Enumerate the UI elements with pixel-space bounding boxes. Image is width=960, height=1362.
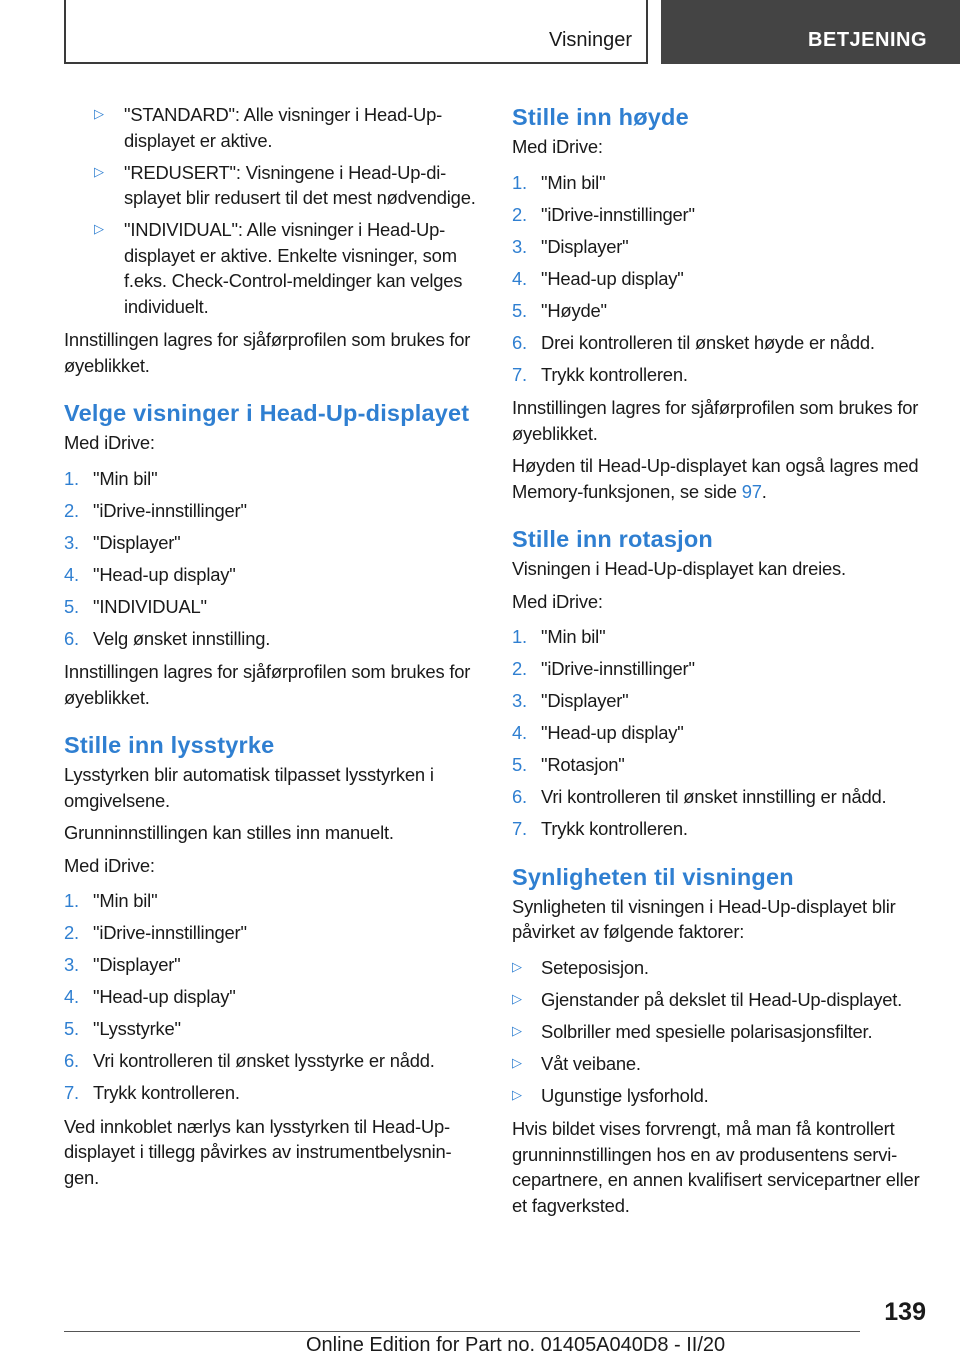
step-number: 7. [512, 818, 527, 839]
idrive-intro: Med iDrive: [64, 432, 155, 453]
list-item: 2. "iDrive-innstillinger" [512, 656, 930, 682]
memory-note: Høyden til Head-Up-displayet kan også lagres med Memory-funksjonen, se side 97. [512, 455, 919, 502]
list-item: ▷ Seteposisjon. [512, 955, 930, 981]
step-number: 4. [64, 986, 79, 1007]
section-heading: Stille inn høyde [512, 104, 689, 130]
header-section-box [64, 0, 648, 64]
triangle-right-icon: ▷ [94, 107, 104, 122]
step-number: 4. [512, 722, 527, 743]
list-item: ▷ "STANDARD": Alle visninger i Head-Up-displayet er aktive. [94, 104, 443, 151]
triangle-right-icon: ▷ [512, 991, 522, 1007]
step-number: 1. [512, 171, 527, 193]
list-item: 3. "Displayer" [512, 234, 930, 260]
list-item: ▷ "REDUSERT": Visningene i Head-Up-displayet blir redusert til det mest nødvendige. [94, 161, 476, 208]
step-number: 5. [512, 299, 527, 321]
paragraph: Ved innkoblet nærlys kan lysstyrken til Head-Up-displayet i tillegg påvirkes av instrumentbelysningen. [64, 1115, 452, 1188]
list-item: 4. "Head-up display" [64, 984, 478, 1010]
list-item: 7. Trykk kontrolleren. [512, 816, 930, 842]
list-item: 6. Velg ønsket innstilling. [64, 626, 478, 652]
step-number: 6. [64, 627, 79, 649]
page-number: 139 [884, 1298, 926, 1326]
step-number: 4. [64, 563, 79, 585]
right-column [512, 102, 930, 1225]
step-number: 3. [64, 954, 79, 975]
triangle-right-icon: ▷ [512, 1087, 522, 1103]
list-item: 3. "Displayer" [512, 688, 930, 714]
step-number: 5. [64, 595, 79, 617]
step-number: 6. [512, 786, 527, 807]
section-heading: Velge visninger i Head-Up-displayet [64, 400, 470, 426]
step-number: 1. [64, 890, 79, 911]
step-number: 6. [512, 331, 527, 353]
list-item: 4. "Head-up display" [64, 562, 478, 588]
step-list [64, 888, 478, 1106]
list-item: 7. Trykk kontrolleren. [512, 362, 930, 388]
list-item: ▷ Solbriller med spesielle polarisasjonsfilter. [512, 1019, 930, 1045]
header-chapter-tab: BETJENING [661, 0, 960, 64]
list-item: 1. "Min bil" [64, 466, 478, 492]
paragraph: Lysstyrken blir automatisk tilpasset lysstyrken i omgivelsene. [64, 764, 434, 811]
step-list [512, 624, 930, 842]
step-number: 2. [64, 922, 79, 943]
profile-note: Innstillingen lagres for sjåførprofilen som brukes for øyeblikket. [64, 329, 471, 376]
paragraph: Hvis bildet vises forvrengt, må man få kontrollert grunninnstillingen hos en av produsentens servicepartnere, en annen kvalifisert servicepartner eller et fagverksted. [512, 1118, 920, 1216]
list-item: 1. "Min bil" [512, 624, 930, 650]
list-item: ▷ "INDIVIDUAL": Alle visninger i Head-Up-displayet er aktive. Enkelte visninger, som f.eks. Check-Control-meldinger kan velges individuelt. [94, 219, 463, 317]
mode-bullet-list [64, 102, 478, 319]
list-item: 1. "Min bil" [64, 888, 478, 914]
list-item: 6. Vri kontrolleren til ønsket lysstyrke er nådd. [64, 1048, 478, 1074]
idrive-intro: Med iDrive: [512, 590, 603, 612]
paragraph: Synligheten til visningen i Head-Up-displayet blir påvirket av følgende faktorer: [512, 895, 896, 942]
triangle-right-icon: ▷ [512, 959, 522, 975]
step-number: 7. [512, 363, 527, 385]
idrive-intro: Med iDrive: [512, 136, 603, 157]
triangle-right-icon: ▷ [94, 222, 104, 237]
list-item: 5. "Lysstyrke" [64, 1016, 478, 1042]
list-item: ▷ Gjenstander på dekslet til Head-Up-displayet. [512, 987, 930, 1013]
list-item: ▷ Våt veibane. [512, 1051, 930, 1077]
step-number: 5. [512, 754, 527, 775]
footer-divider [64, 1331, 860, 1332]
list-item: 6. Vri kontrolleren til ønsket innstilling er nådd. [512, 784, 930, 810]
list-item: ▷ Ugunstige lysforhold. [512, 1083, 930, 1109]
list-item: 4. "Head-up display" [512, 720, 930, 746]
step-number: 2. [512, 203, 527, 225]
list-item: 1. "Min bil" [512, 170, 930, 196]
list-item: 5. "Høyde" [512, 298, 930, 324]
list-item: 2. "iDrive-innstillinger" [64, 920, 478, 946]
list-item: 3. "Displayer" [64, 530, 478, 556]
page-reference-link[interactable]: 97 [741, 480, 762, 502]
paragraph: Visningen i Head-Up-displayet kan dreies. [512, 558, 846, 579]
triangle-right-icon: ▷ [512, 1055, 522, 1071]
footer-edition: Online Edition for Part no. 01405A040D8 - II/20 [306, 1334, 726, 1356]
idrive-intro: Med iDrive: [64, 854, 155, 876]
left-column [64, 102, 478, 1197]
step-number: 6. [64, 1050, 79, 1071]
triangle-right-icon: ▷ [512, 1023, 522, 1039]
step-list [64, 466, 478, 652]
factor-bullet-list [512, 955, 930, 1109]
profile-note: Innstillingen lagres for sjåførprofilen som brukes for øyeblikket. [64, 661, 471, 708]
list-item: 2. "iDrive-innstillinger" [512, 202, 930, 228]
list-item: 5. "Rotasjon" [512, 752, 930, 778]
step-number: 1. [512, 626, 527, 647]
step-number: 4. [512, 267, 527, 289]
list-item: 3. "Displayer" [64, 952, 478, 978]
profile-note: Innstillingen lagres for sjåførprofilen som brukes for øyeblikket. [512, 397, 919, 444]
step-number: 3. [64, 531, 79, 553]
section-heading: Stille inn rotasjon [512, 526, 713, 552]
list-item: 7. Trykk kontrolleren. [64, 1080, 478, 1106]
list-item: 5. "INDIVIDUAL" [64, 594, 478, 620]
step-number: 5. [64, 1018, 79, 1039]
step-list [512, 170, 930, 388]
step-number: 1. [64, 467, 79, 489]
paragraph: Grunninnstillingen kan stilles inn manuelt. [64, 822, 394, 843]
step-number: 3. [512, 235, 527, 257]
list-item: 2. "iDrive-innstillinger" [64, 498, 478, 524]
section-heading: Synligheten til visningen [512, 863, 794, 890]
triangle-right-icon: ▷ [94, 164, 104, 180]
step-number: 2. [64, 499, 79, 521]
step-number: 2. [512, 658, 527, 679]
header-section-title: Visninger [548, 29, 632, 51]
section-heading: Stille inn lysstyrke [64, 732, 275, 758]
list-item: 6. Drei kontrolleren til ønsket høyde er nådd. [512, 330, 930, 356]
step-number: 7. [64, 1082, 79, 1103]
step-number: 3. [512, 690, 527, 711]
list-item: 4. "Head-up display" [512, 266, 930, 292]
